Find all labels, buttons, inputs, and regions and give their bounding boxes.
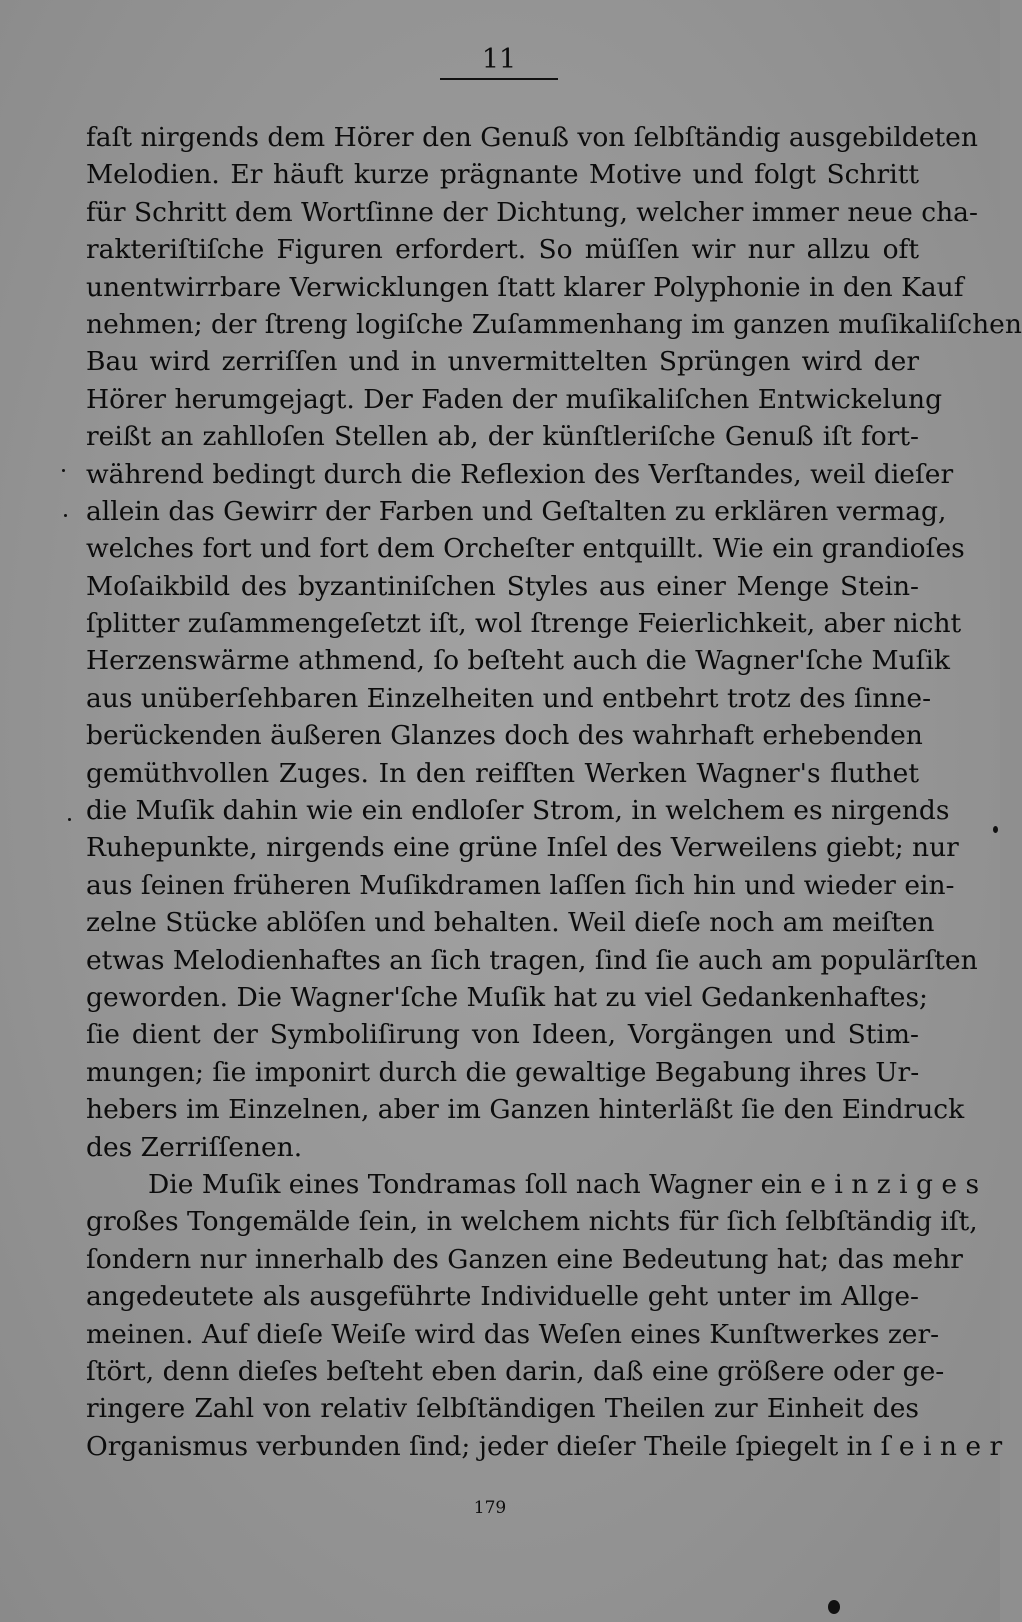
text-line: Hörer herumgejagt. Der Faden der muſikaliſchen Entwickelung [86,383,943,415]
page-number-footer: 179 [473,1498,507,1518]
scan-speck [68,818,71,821]
text-line: unentwirrbare Verwicklungen ſtatt klarer Polyphonie in den Kauf [86,271,964,303]
text-line: Organismus verbunden ſind; jeder dieſer Theile ſpiegelt in ſ e i n e r [86,1430,1003,1462]
text-line: faſt nirgends dem Hörer den Genuß von ſelbſtändig ausgebildeten [86,122,978,153]
text-line: aus unüberſehbaren Einzelheiten und entbehrt trotz des ſinne- [86,682,932,714]
text-line: angedeutete als ausgeführte Individuelle geht unter im Allge- [86,1281,919,1313]
scan-speck [993,826,998,833]
text-line: mungen; ſie imponirt durch die gewaltige Begabung ihres Ur- [86,1056,920,1088]
text-line: die Muſik dahin wie ein endloſer Strom, in welchem es nirgends [86,795,950,827]
text-line: allein das Gewirr der Farben und Geſtalten zu erklären vermag, [86,495,947,527]
text-line: etwas Melodienhaftes an ſich tragen, ſind ſie auch am populärſten [86,944,978,976]
text-line: ſie dient der Symboliſirung von Ideen, Vorgängen und Stim- [86,1019,919,1051]
text-line: Ruhepunkte, nirgends eine grüne Inſel des Verweilens giebt; nur [86,832,959,864]
text-line: Moſaikbild des byzantiniſchen Styles aus einer Menge Stein- [86,570,919,602]
scan-speck [64,514,67,517]
text-line: ſondern nur innerhalb des Ganzen eine Bedeutung hat; das mehr [86,1243,963,1275]
text-line: hebers im Einzelnen, aber im Ganzen hinterläßt ſie den Eindruck [86,1094,965,1126]
text-line: Die Muſik eines Tondramas ſoll nach Wagner ein e i n z i g e s [148,1168,980,1200]
text-line: Melodien. Er häuft kurze prägnante Motive und folgt Schritt [86,159,919,191]
text-line: nehmen; der ſtreng logiſche Zuſammenhang im ganzen muſikaliſchen [86,308,1022,340]
text-line: Bau wird zerriſſen und in unvermittelten Sprüngen wird der [86,346,919,378]
page-number-header: 11 [440,44,558,80]
body-text [86,119,1022,1465]
text-line: für Schritt dem Wortſinne der Dichtung, welcher immer neue cha- [86,196,978,228]
text-line: ſplitter zuſammengeſetzt iſt, wol ſtrenge Feierlichkeit, aber nicht [86,608,962,640]
text-line: Herzenswärme athmend, ſo beſteht auch die Wagner'ſche Muſik [86,645,950,677]
text-line: zelne Stücke ablöſen und behalten. Weil dieſe noch am meiſten [86,907,935,939]
text-line: großes Tongemälde ſein, in welchem nichts für ſich ſelbſtändig iſt, [86,1206,978,1238]
scan-speck [828,1600,840,1614]
text-line: welches fort und fort dem Orcheſter entquillt. Wie ein grandioſes [86,533,965,565]
text-line: berückenden äußeren Glanzes doch des wahrhaft erhebenden [86,720,923,752]
text-line: meinen. Auf dieſe Weiſe wird das Weſen eines Kunſtwerkes zer- [86,1318,940,1350]
text-line: gemüthvollen Zuges. In den reifſten Werken Wagner's fluthet [86,757,919,789]
text-line: ſtört, denn dieſes beſteht eben darin, daß eine größere oder ge- [86,1355,945,1387]
text-line: rakteriſtiſche Figuren erfordert. So müſſen wir nur allzu oft [86,234,919,266]
text-line: reißt an zahlloſen Stellen ab, der künſtleriſche Genuß iſt fort- [86,421,919,453]
text-line: ringere Zahl von relativ ſelbſtändigen Theilen zur Einheit des [86,1393,919,1425]
text-line: des Zerriſſenen. [86,1131,303,1163]
scan-speck [62,469,65,472]
text-line: geworden. Die Wagner'ſche Muſik hat zu viel Gedankenhaftes; [86,981,928,1013]
text-line: während bedingt durch die Reflexion des Verſtandes, weil dieſer [86,458,954,490]
text-line: aus ſeinen früheren Muſikdramen laſſen ſich hin und wieder ein- [86,869,955,901]
